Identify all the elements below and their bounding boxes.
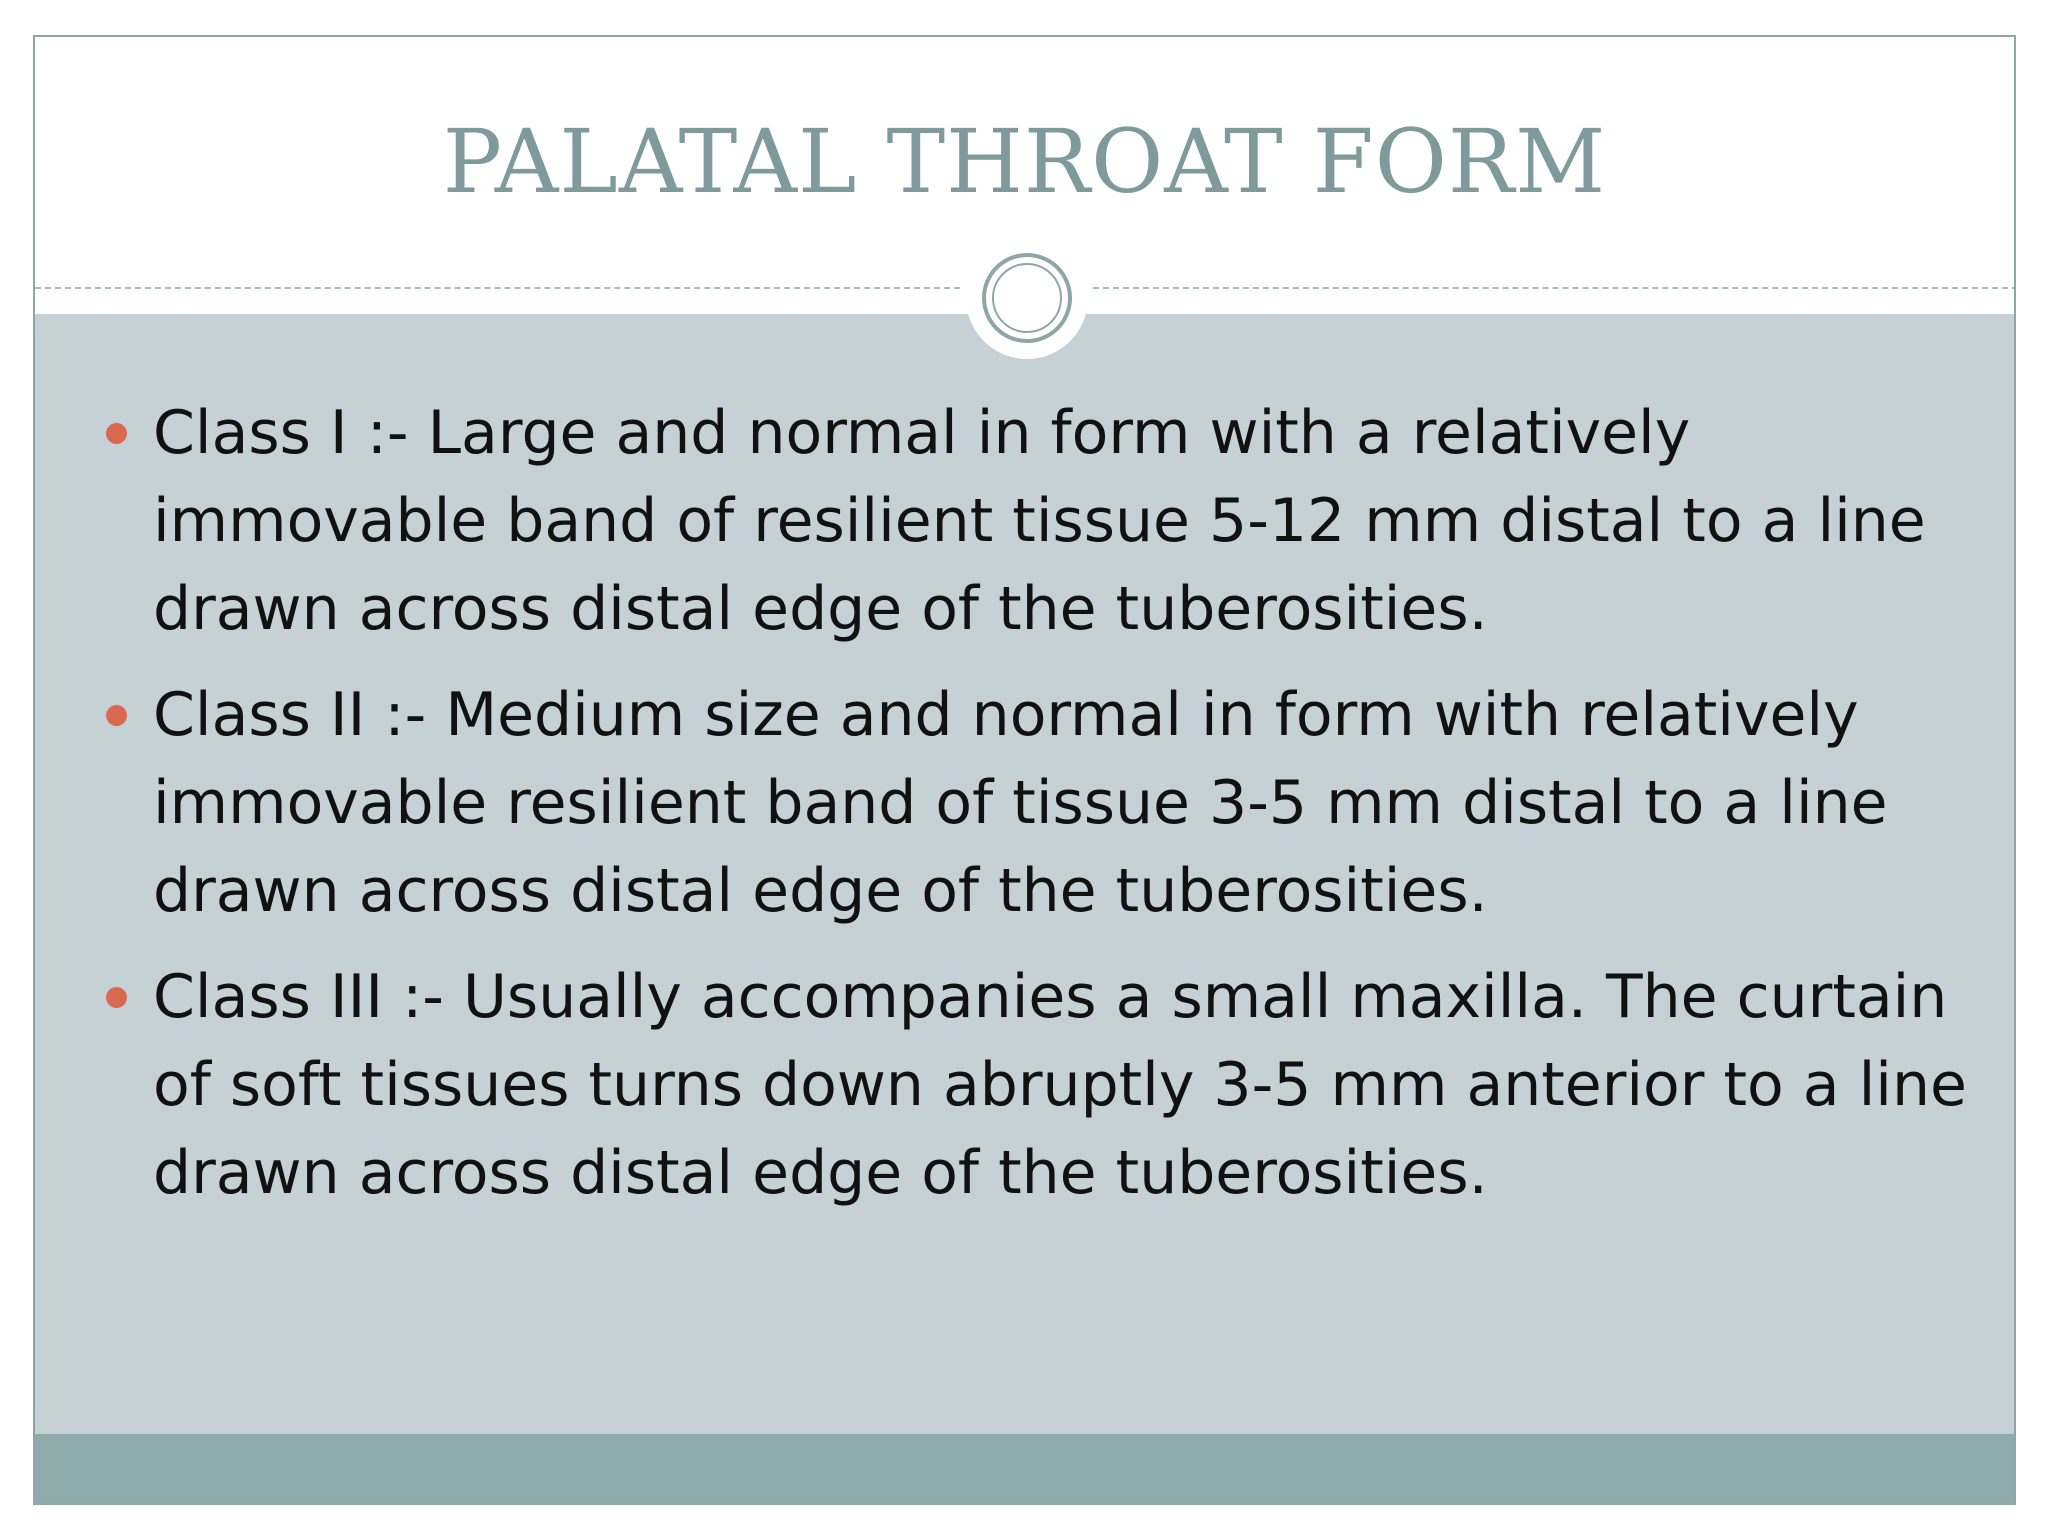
bullet-text: Class I :- Large and normal in form with a relatively immovable band of resilient tissue 5-12 mm distal to a line drawn across distal edge of the tuberosities. bbox=[153, 398, 1926, 644]
bullet-dot-icon bbox=[106, 423, 127, 444]
double-ring-inner-icon bbox=[992, 263, 1062, 333]
bullet-item-class-i bbox=[153, 389, 1983, 653]
bullet-text: Class II :- Medium size and normal in form with relatively immovable resilient band of tissue 3-5 mm distal to a line drawn across distal edge of the tuberosities. bbox=[153, 680, 1888, 926]
slide bbox=[33, 35, 2016, 1505]
header-divider-left bbox=[35, 287, 960, 289]
bullet-list bbox=[153, 389, 1983, 1235]
slide-title: PALATAL THROAT FORM bbox=[442, 110, 1607, 213]
bullet-text: Class III :- Usually accompanies a small maxilla. The curtain of soft tissues turns down abruptly 3-5 mm anterior to a line drawn across distal edge of the tuberosities. bbox=[153, 962, 1967, 1208]
header-divider-right bbox=[1093, 287, 2016, 289]
double-ring-icon bbox=[982, 253, 1072, 343]
bullet-dot-icon bbox=[106, 705, 127, 726]
footer-band bbox=[35, 1434, 2014, 1505]
bullet-item-class-iii bbox=[153, 953, 1983, 1217]
bullet-dot-icon bbox=[106, 987, 127, 1008]
bullet-item-class-ii bbox=[153, 671, 1983, 935]
